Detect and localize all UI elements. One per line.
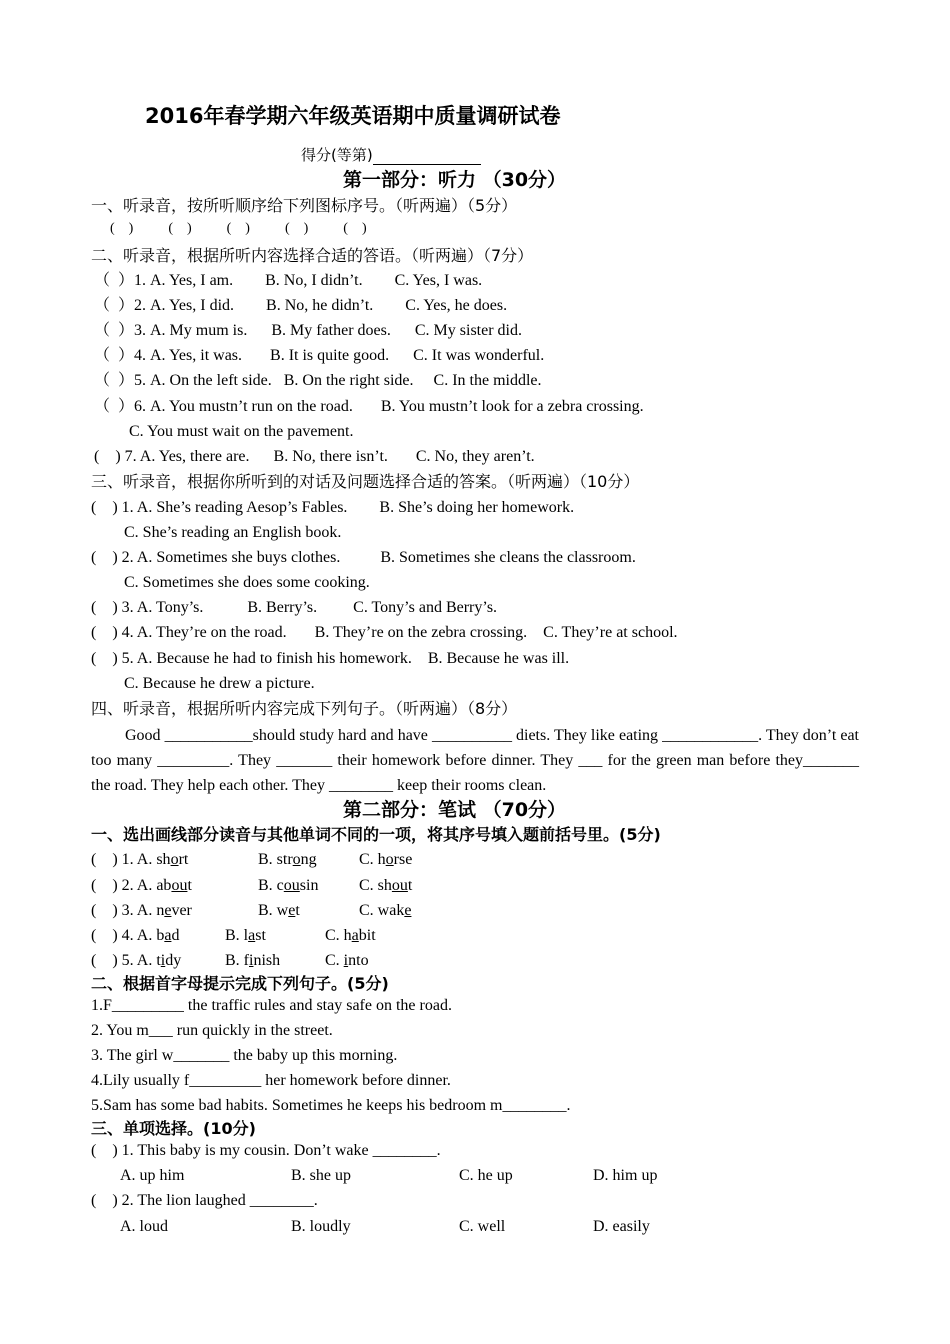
question-and-option-a-prefix: ( ) 5. A. t — [91, 952, 161, 969]
option-c-rest: nto — [348, 952, 369, 969]
p1-s4-paragraph: Good ___________should study hard and have __________ diets. They like eating ____________. They don’t eat too many _________. They _______ their homework before dinner. They ___ for the green man before they_______ the road. They help each other. They ________ keep their rooms clean. — [91, 727, 859, 794]
underlined-letters: ou — [391, 877, 408, 894]
p2-s2-heading: 二、根据首字母提示完成下列句子。(5分) — [91, 974, 389, 993]
option-b-rest: sin — [299, 877, 319, 894]
p2-s1-q3-opt-b — [258, 900, 300, 922]
underlined-letters: o — [385, 851, 394, 868]
p2-s3-q2-opt-b: B. loudly — [291, 1218, 351, 1235]
p1-s3-q2: ( ) 2. A. Sometimes she buys clothes. B. Sometimes she cleans the classroom. — [91, 549, 636, 566]
score-field — [301, 145, 481, 165]
option-b-rest: nish — [253, 952, 281, 969]
question-and-option-a-prefix: ( ) 2. A. ab — [91, 877, 172, 894]
option-c-rest: rse — [393, 851, 413, 868]
underlined-letters: a — [164, 927, 172, 944]
option-a-rest: ver — [171, 902, 192, 919]
score-label: 得分(等第) — [301, 146, 373, 164]
option-a-rest: dy — [165, 952, 182, 969]
option-b-prefix: B. w — [258, 902, 289, 919]
underlined-letters: ou — [171, 877, 188, 894]
p2-s1-heading: 一、选出画线部分读音与其他单词不同的一项，将其序号填入题前括号里。(5分) — [91, 825, 661, 844]
p1-s2-heading: 二、听录音，根据所听内容选择合适的答语。（听两遍）（7分） — [91, 246, 534, 265]
underlined-letters: o — [170, 851, 179, 868]
underlined-letters: a — [351, 927, 359, 944]
p2-s3-q1-opt-a: A. up him — [120, 1167, 185, 1184]
p1-s2-q6-optc: C. You must wait on the pavement. — [129, 423, 354, 440]
option-b-rest: t — [295, 902, 300, 919]
question-and-option-a-prefix: ( ) 4. A. b — [91, 927, 165, 944]
p2-s2-q1: 1.F_________ the traffic rules and stay safe on the road. — [91, 997, 452, 1014]
p2-s1-q1-opt-c — [359, 849, 412, 871]
p2-s1-q3-opt-c — [359, 900, 411, 922]
option-a-rest: d — [171, 927, 180, 944]
p2-s3-q2-opt-d: D. easily — [593, 1218, 650, 1235]
p1-s3-q5-optc: C. Because he drew a picture. — [124, 675, 315, 692]
option-c-prefix: C. wak — [359, 902, 405, 919]
underlined-letters: i — [249, 952, 254, 969]
p1-s2-q6: （ ）6. A. You mustn’t run on the road. B. You mustn’t look for a zebra crossing. — [94, 398, 644, 415]
underlined-letters: e — [164, 902, 172, 919]
p1-s2-q7: ( ) 7. A. Yes, there are. B. No, there isn’t. C. No, they aren’t. — [94, 448, 535, 465]
p2-s3-q1-opt-d: D. him up — [593, 1167, 658, 1184]
underlined-letters: i — [343, 952, 349, 969]
p2-s1-q5-opt-a — [91, 950, 181, 972]
p1-s1-answer-parens: ( ) ( ) ( ) ( ) ( ) — [110, 221, 367, 236]
part1-heading: 第一部分：听力 （30分） — [343, 169, 567, 191]
question-and-option-a-prefix: ( ) 3. A. n — [91, 902, 165, 919]
p1-s3-q1: ( ) 1. A. She’s reading Aesop’s Fables. B. She’s doing her homework. — [91, 499, 575, 516]
p2-s1-q4-opt-b — [225, 925, 266, 947]
underlined-letters: i — [160, 952, 166, 969]
p1-s3-q3: ( ) 3. A. Tony’s. B. Berry’s. C. Tony’s and Berry’s. — [91, 599, 498, 616]
p1-s3-q1-optc: C. She’s reading an English book. — [124, 524, 342, 541]
option-c-prefix: C. h — [325, 927, 352, 944]
p2-s1-q2-opt-b — [258, 875, 318, 897]
p2-s3-heading: 三、单项选择。(10分) — [91, 1119, 256, 1138]
p1-s2-q2: （ ）2. A. Yes, I did. B. No, he didn’t. C. Yes, he does. — [94, 297, 508, 314]
option-b-prefix: B. c — [258, 877, 284, 894]
p1-s2-q3: （ ）3. A. My mum is. B. My father does. C. My sister did. — [94, 322, 522, 339]
p2-s3-q1-opt-b: B. she up — [291, 1167, 351, 1184]
option-c-rest: bit — [358, 927, 376, 944]
p1-s2-q5: （ ）5. A. On the left side. B. On the right side. C. In the middle. — [94, 372, 542, 389]
option-b-rest: st — [255, 927, 266, 944]
underlined-letters: ou — [283, 877, 300, 894]
p2-s1-q1-opt-a — [91, 849, 188, 871]
option-a-rest: t — [187, 877, 192, 894]
option-b-prefix: B. f — [225, 952, 249, 969]
p2-s3-q2-opt-c: C. well — [459, 1218, 506, 1235]
option-a-rest: rt — [178, 851, 189, 868]
p1-s4-heading: 四、听录音，根据所听内容完成下列句子。（听两遍）（8分） — [91, 699, 518, 718]
question-and-option-a-prefix: ( ) 1. A. sh — [91, 851, 171, 868]
option-b-prefix: B. l — [225, 927, 249, 944]
option-c-rest: t — [407, 877, 413, 894]
p1-s3-q4: ( ) 4. A. They’re on the road. B. They’re on the zebra crossing. C. They’re at school. — [91, 624, 678, 641]
option-c-prefix: C. h — [359, 851, 386, 868]
p2-s1-q3-opt-a — [91, 900, 192, 922]
p2-s3-q1-opt-c: C. he up — [459, 1167, 513, 1184]
option-c-prefix: C. — [325, 952, 344, 969]
option-c-prefix: C. sh — [359, 877, 392, 894]
p2-s3-q2-opt-a: A. loud — [120, 1218, 168, 1235]
p1-s3-q2-optc: C. Sometimes she does some cooking. — [124, 574, 370, 591]
p2-s2-q3: 3. The girl w_______ the baby up this morning. — [91, 1047, 398, 1064]
option-b-prefix: B. str — [258, 851, 293, 868]
underlined-letters: e — [404, 902, 412, 919]
p1-s3-q5: ( ) 5. A. Because he had to finish his homework. B. Because he was ill. — [91, 650, 570, 667]
underlined-letters: o — [292, 851, 301, 868]
p2-s3-q1: ( ) 1. This baby is my cousin. Don’t wake ________. — [91, 1142, 441, 1159]
p2-s1-q1-opt-b — [258, 849, 317, 871]
option-b-rest: ng — [300, 851, 317, 868]
p2-s1-q5-opt-c — [325, 950, 369, 972]
score-blank[interactable] — [373, 149, 481, 165]
p2-s1-q2-opt-a — [91, 875, 192, 897]
p2-s1-q4-opt-a — [91, 925, 179, 947]
underlined-letters: a — [248, 927, 256, 944]
p2-s2-q5: 5.Sam has some bad habits. Sometimes he keeps his bedroom m________. — [91, 1097, 571, 1114]
part2-heading: 第二部分：笔试 （70分） — [343, 799, 567, 821]
p2-s2-q4: 4.Lily usually f_________ her homework before dinner. — [91, 1072, 451, 1089]
p2-s1-q2-opt-c — [359, 875, 412, 897]
p2-s1-q4-opt-c — [325, 925, 376, 947]
p2-s1-q5-opt-b — [225, 950, 280, 972]
p2-s3-q2: ( ) 2. The lion laughed ________. — [91, 1192, 318, 1209]
p1-s2-q1: （ ）1. A. Yes, I am. B. No, I didn’t. C. Yes, I was. — [94, 272, 483, 289]
p2-s2-q2: 2. You m___ run quickly in the street. — [91, 1022, 333, 1039]
exam-title: 2016年春学期六年级英语期中质量调研试卷 — [145, 104, 561, 128]
p1-s2-q4: （ ）4. A. Yes, it was. B. It is quite good. C. It was wonderful. — [94, 347, 545, 364]
p1-s3-heading: 三、听录音，根据你所听到的对话及问题选择合适的答案。（听两遍）（10分） — [91, 472, 640, 491]
underlined-letters: e — [288, 902, 296, 919]
p1-s1-heading: 一、听录音，按所听顺序给下列图标序号。（听两遍）（5分） — [91, 196, 518, 215]
